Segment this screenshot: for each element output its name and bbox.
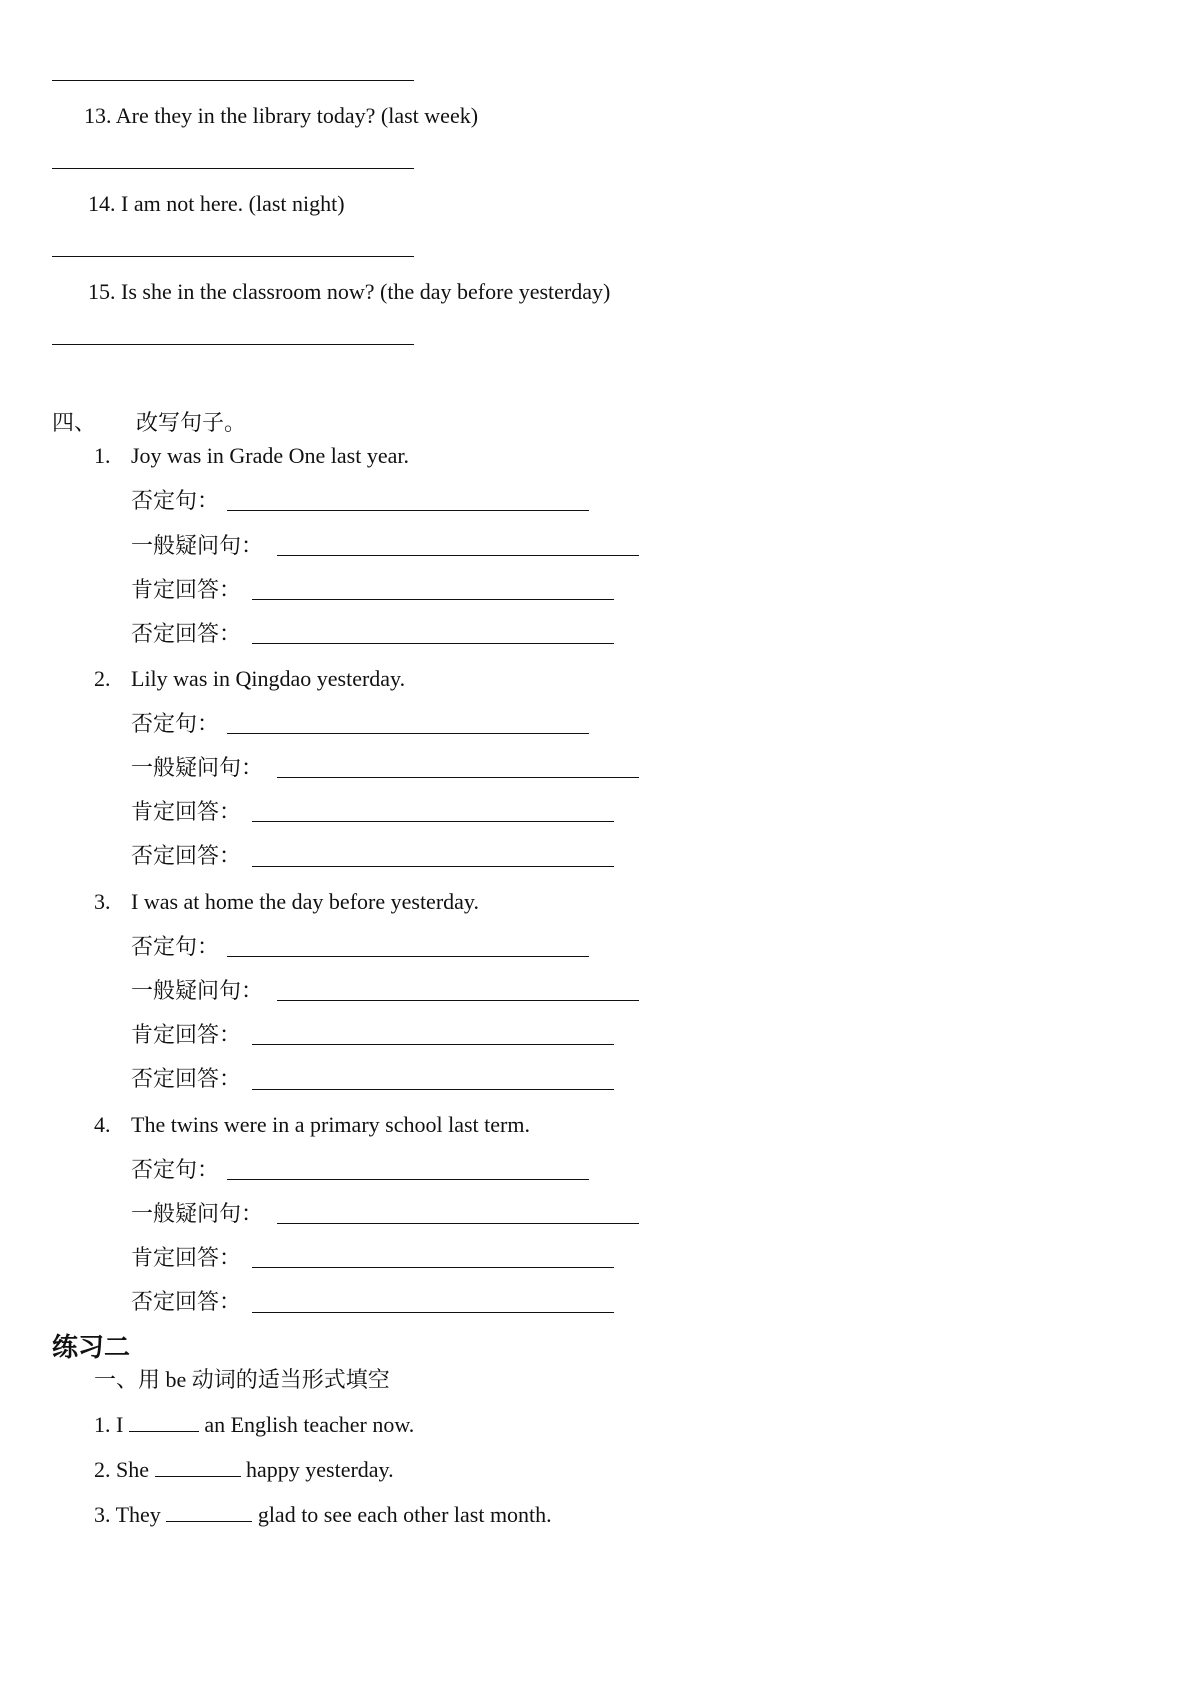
negative-answer-line[interactable]: [227, 956, 589, 957]
question-label: 一般疑问句：: [131, 755, 264, 780]
item-number: 3.: [94, 889, 111, 914]
yes-answer-label: 肯定回答：: [131, 1022, 242, 1047]
question-label: 一般疑问句：: [131, 978, 264, 1003]
item-number: 2.: [94, 666, 111, 691]
fill-item: [94, 1412, 414, 1438]
question-answer-line[interactable]: [277, 1000, 639, 1001]
item-sentence: Joy was in Grade One last year.: [131, 443, 409, 468]
answer-line[interactable]: [52, 344, 414, 345]
fill-blank[interactable]: [155, 1458, 241, 1477]
yes-answer-line[interactable]: [252, 1044, 614, 1045]
negative-label: 否定句：: [131, 934, 220, 959]
answer-line[interactable]: [52, 168, 414, 169]
no-answer-label: 否定回答：: [131, 1289, 242, 1314]
negative-label: 否定句：: [131, 488, 220, 513]
negative-label: 否定句：: [131, 711, 220, 736]
no-answer-line[interactable]: [252, 643, 614, 644]
yes-answer-label: 肯定回答：: [131, 799, 242, 824]
no-answer-line[interactable]: [252, 866, 614, 867]
fill-blank[interactable]: [166, 1503, 252, 1522]
fill-item-before: 2. She: [94, 1457, 155, 1482]
no-answer-line[interactable]: [252, 1312, 614, 1313]
section-title: 改写句子。: [136, 410, 247, 435]
question-13: 13. Are they in the library today? (last week): [84, 103, 479, 128]
no-answer-label: 否定回答：: [131, 1066, 242, 1091]
question-answer-line[interactable]: [277, 1223, 639, 1224]
item-sentence: Lily was in Qingdao yesterday.: [131, 666, 406, 691]
negative-answer-line[interactable]: [227, 1179, 589, 1180]
fill-item: [94, 1457, 394, 1483]
answer-line[interactable]: [52, 256, 414, 257]
question-15: 15. Is she in the classroom now? (the day before yesterday): [88, 279, 611, 304]
negative-answer-line[interactable]: [227, 733, 589, 734]
no-answer-label: 否定回答：: [131, 621, 242, 646]
fill-item-before: 1. I: [94, 1412, 129, 1437]
item-sentence: I was at home the day before yesterday.: [131, 889, 479, 914]
fill-item-after: happy yesterday.: [240, 1457, 394, 1482]
section-number: 四、: [52, 410, 97, 435]
question-label: 一般疑问句：: [131, 533, 264, 558]
fill-item-before: 3. They: [94, 1502, 167, 1527]
question-label: 一般疑问句：: [131, 1201, 264, 1226]
exercise-heading: 练习二: [52, 1333, 131, 1363]
yes-answer-line[interactable]: [252, 1267, 614, 1268]
fill-item: [94, 1502, 552, 1528]
yes-answer-label: 肯定回答：: [131, 577, 242, 602]
no-answer-label: 否定回答：: [131, 843, 242, 868]
yes-answer-label: 肯定回答：: [131, 1245, 242, 1270]
answer-line[interactable]: [52, 80, 414, 81]
fill-item-after: glad to see each other last month.: [252, 1502, 552, 1527]
question-answer-line[interactable]: [277, 555, 639, 556]
fill-item-after: an English teacher now.: [198, 1412, 415, 1437]
item-sentence: The twins were in a primary school last term.: [131, 1112, 530, 1137]
fill-blank[interactable]: [129, 1413, 199, 1432]
question-answer-line[interactable]: [277, 777, 639, 778]
exercise-subtitle: 一、用 be 动词的适当形式填空: [94, 1367, 390, 1392]
yes-answer-line[interactable]: [252, 599, 614, 600]
item-number: 1.: [94, 443, 111, 468]
item-number: 4.: [94, 1112, 111, 1137]
negative-answer-line[interactable]: [227, 510, 589, 511]
question-14: 14. I am not here. (last night): [88, 191, 345, 216]
no-answer-line[interactable]: [252, 1089, 614, 1090]
negative-label: 否定句：: [131, 1157, 220, 1182]
yes-answer-line[interactable]: [252, 821, 614, 822]
